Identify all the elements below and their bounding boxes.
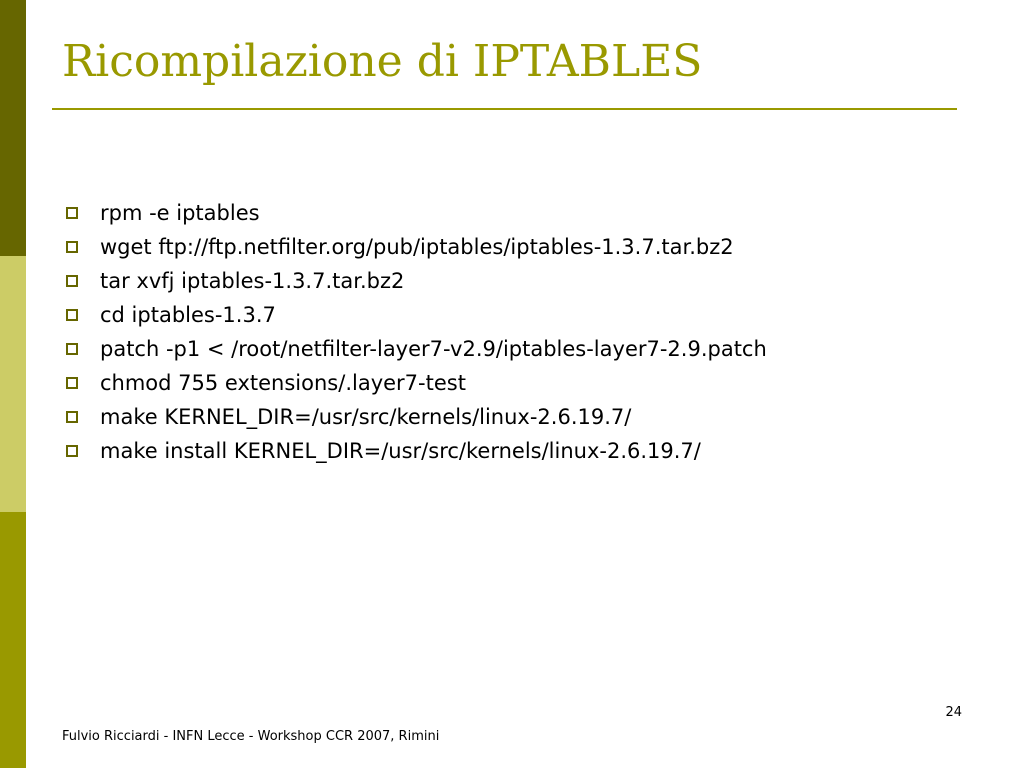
bullet-list (66, 196, 767, 468)
square-bullet-icon (66, 275, 78, 287)
bullet-item (66, 264, 767, 298)
bullet-item (66, 400, 767, 434)
square-bullet-icon (66, 241, 78, 253)
bullet-text: tar xvfj iptables-1.3.7.tar.bz2 (100, 269, 405, 293)
sidebar-stripe-bottom (0, 512, 26, 768)
square-bullet-icon (66, 377, 78, 389)
bullet-text: chmod 755 extensions/.layer7-test (100, 371, 466, 395)
footer-text: Fulvio Ricciardi - INFN Lecce - Workshop CCR 2007, Rimini (62, 729, 440, 744)
square-bullet-icon (66, 411, 78, 423)
bullet-item (66, 434, 767, 468)
sidebar-stripe-middle (0, 256, 26, 512)
bullet-text: patch -p1 < /root/netfilter-layer7-v2.9/iptables-layer7-2.9.patch (100, 337, 767, 361)
sidebar-stripe-top (0, 0, 26, 256)
bullet-item (66, 298, 767, 332)
bullet-item (66, 196, 767, 230)
bullet-text: make install KERNEL_DIR=/usr/src/kernels/linux-2.6.19.7/ (100, 439, 701, 463)
title-underline (52, 108, 957, 110)
square-bullet-icon (66, 343, 78, 355)
bullet-text: wget ftp://ftp.netfilter.org/pub/iptables/iptables-1.3.7.tar.bz2 (100, 235, 734, 259)
page-number: 24 (945, 705, 962, 720)
square-bullet-icon (66, 309, 78, 321)
bullet-text: cd iptables-1.3.7 (100, 303, 276, 327)
bullet-item (66, 332, 767, 366)
bullet-item (66, 366, 767, 400)
bullet-item (66, 230, 767, 264)
slide-title: Ricompilazione di IPTABLES (62, 36, 703, 87)
bullet-text: rpm -e iptables (100, 201, 260, 225)
bullet-text: make KERNEL_DIR=/usr/src/kernels/linux-2.6.19.7/ (100, 405, 632, 429)
square-bullet-icon (66, 445, 78, 457)
square-bullet-icon (66, 207, 78, 219)
